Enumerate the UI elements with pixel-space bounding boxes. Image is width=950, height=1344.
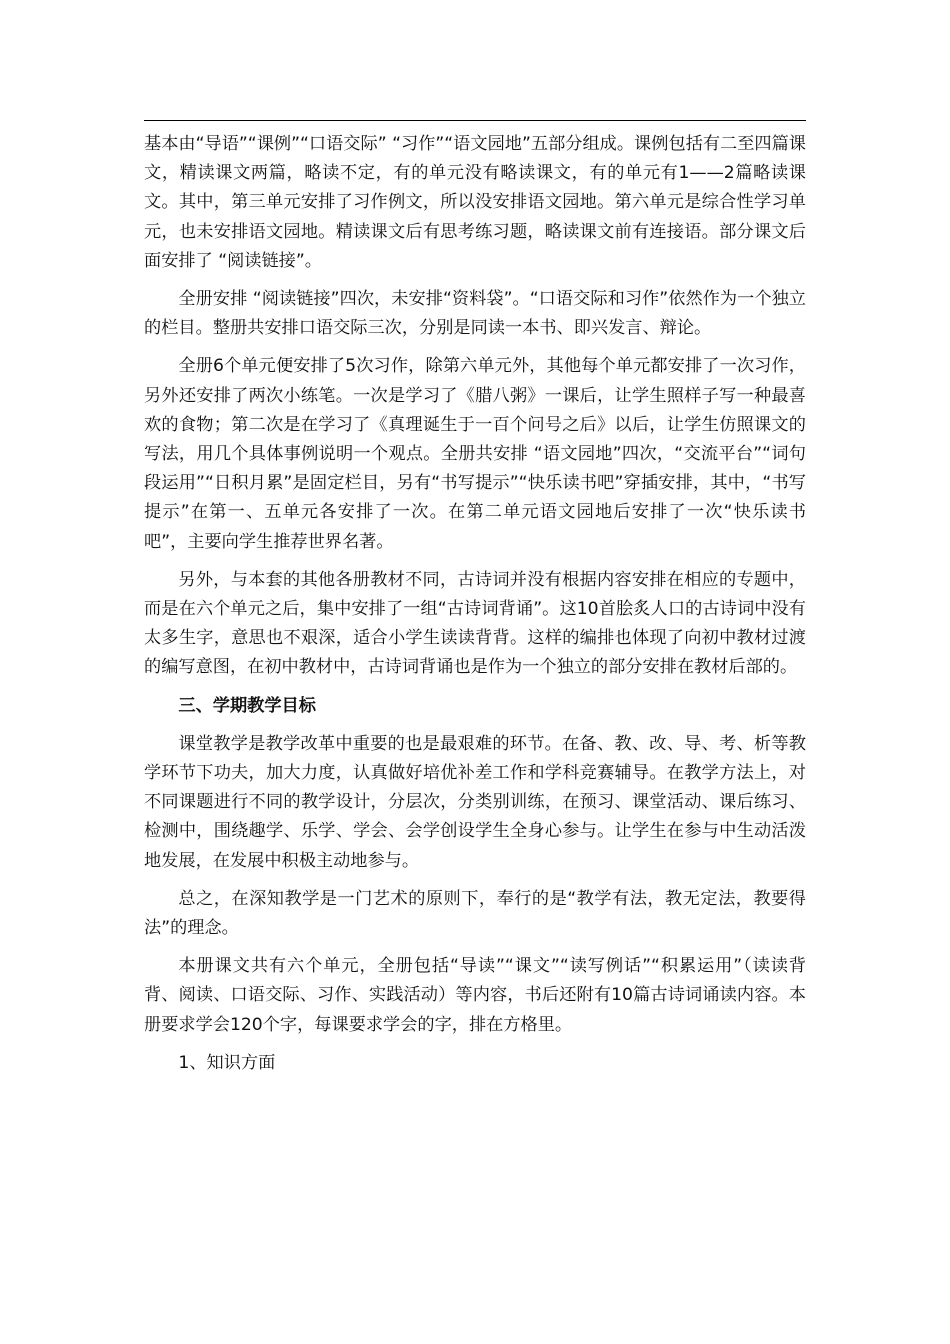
paragraph-summary: 总之，在深知教学是一门艺术的原则下，奉行的是“教学有法，教无定法，教要得法”的理念。 xyxy=(144,888,806,939)
paragraph-reading-links: 全册安排 “阅读链接”四次，未安排“资料袋”。“口语交际和习作”依然作为一个独立的栏目。整册共安排口语交际三次，分别是同读一本书、即兴发言、辩论。 xyxy=(144,289,806,339)
subheading-knowledge: 1、知识方面 xyxy=(178,1052,276,1073)
section-heading: 三、学期教学目标 xyxy=(178,695,316,716)
paragraph-ancient-poetry: 另外，与本套的其他各册教材不同，古诗词并没有根据内容安排在相应的专题中，而是在六个单元之后，集中安排了一组“古诗词背诵”。这10首脍炙人口的古诗词中没有太多生字，意思也不艰深，适合小学生读读背背。这样的编排也体现了向初中教材过渡的编写意图，在初中教材中，古诗词背诵也是作为一个独立的部分安排在教材后部的。 xyxy=(144,569,806,678)
document-body xyxy=(144,130,806,1087)
paragraph-classroom-teaching: 课堂教学是教学改革中重要的也是最艰难的环节。在备、教、改、导、考、析等教学环节下功夫，加大力度，认真做好培优补差工作和学科竞赛辅导。在教学方法上，对不同课题进行不同的教学设计，分层次，分类别训练，在预习、课堂活动、课后练习、检测中，围绕趣学、乐学、学会、会学创设学生全身心参与。让学生在参与中生动活泼地发展，在发展中积极主动地参与。 xyxy=(144,733,806,871)
paragraph-structure: 基本由“导语”“课例”“口语交际” “习作”“语文园地”五部分组成。课例包括有二至四篇课文，精读课文两篇，略读不定，有的单元没有略读课文，有的单元有1——2篇略读课文。其中，第三单元安排了习作例文，所以没安排语文园地。第六单元是综合性学习单元，也未安排语文园地。精读课文后有思考练习题，略读课文前有连接语。部分课文后面安排了 “阅读链接”。 xyxy=(144,134,806,271)
header-rule xyxy=(144,120,806,121)
paragraph-writing: 全册6个单元便安排了5次习作，除第六单元外，其他每个单元都安排了一次习作，另外还安排了两次小练笔。一次是学习了《腊八粥》一课后，让学生照样子写一种最喜欢的食物；第二次是在学习了《真理诞生于一百个问号之后》以后，让学生仿照课文的写法，用几个具体事例说明一个观点。全册共安排 “语文园地”四次，“交流平台”“词句段运用”“日积月累”是固定栏目，另有“书写提示”“快乐读书吧”穿插安排，其中，“书写提示”在第一、五单元各安排了一次。在第二单元语文园地后安排了一次“快乐读书吧”，主要向学生推荐世界名著。 xyxy=(144,356,806,552)
paragraph-textbook-contents: 本册课文共有六个单元，全册包括“导读”“课文”“读写例话”“积累运用”（读读背背、阅读、口语交际、习作、实践活动）等内容，书后还附有10篇古诗词诵读内容。本册要求学会120个字，每课要求学会的字，排在方格里。 xyxy=(144,956,806,1035)
